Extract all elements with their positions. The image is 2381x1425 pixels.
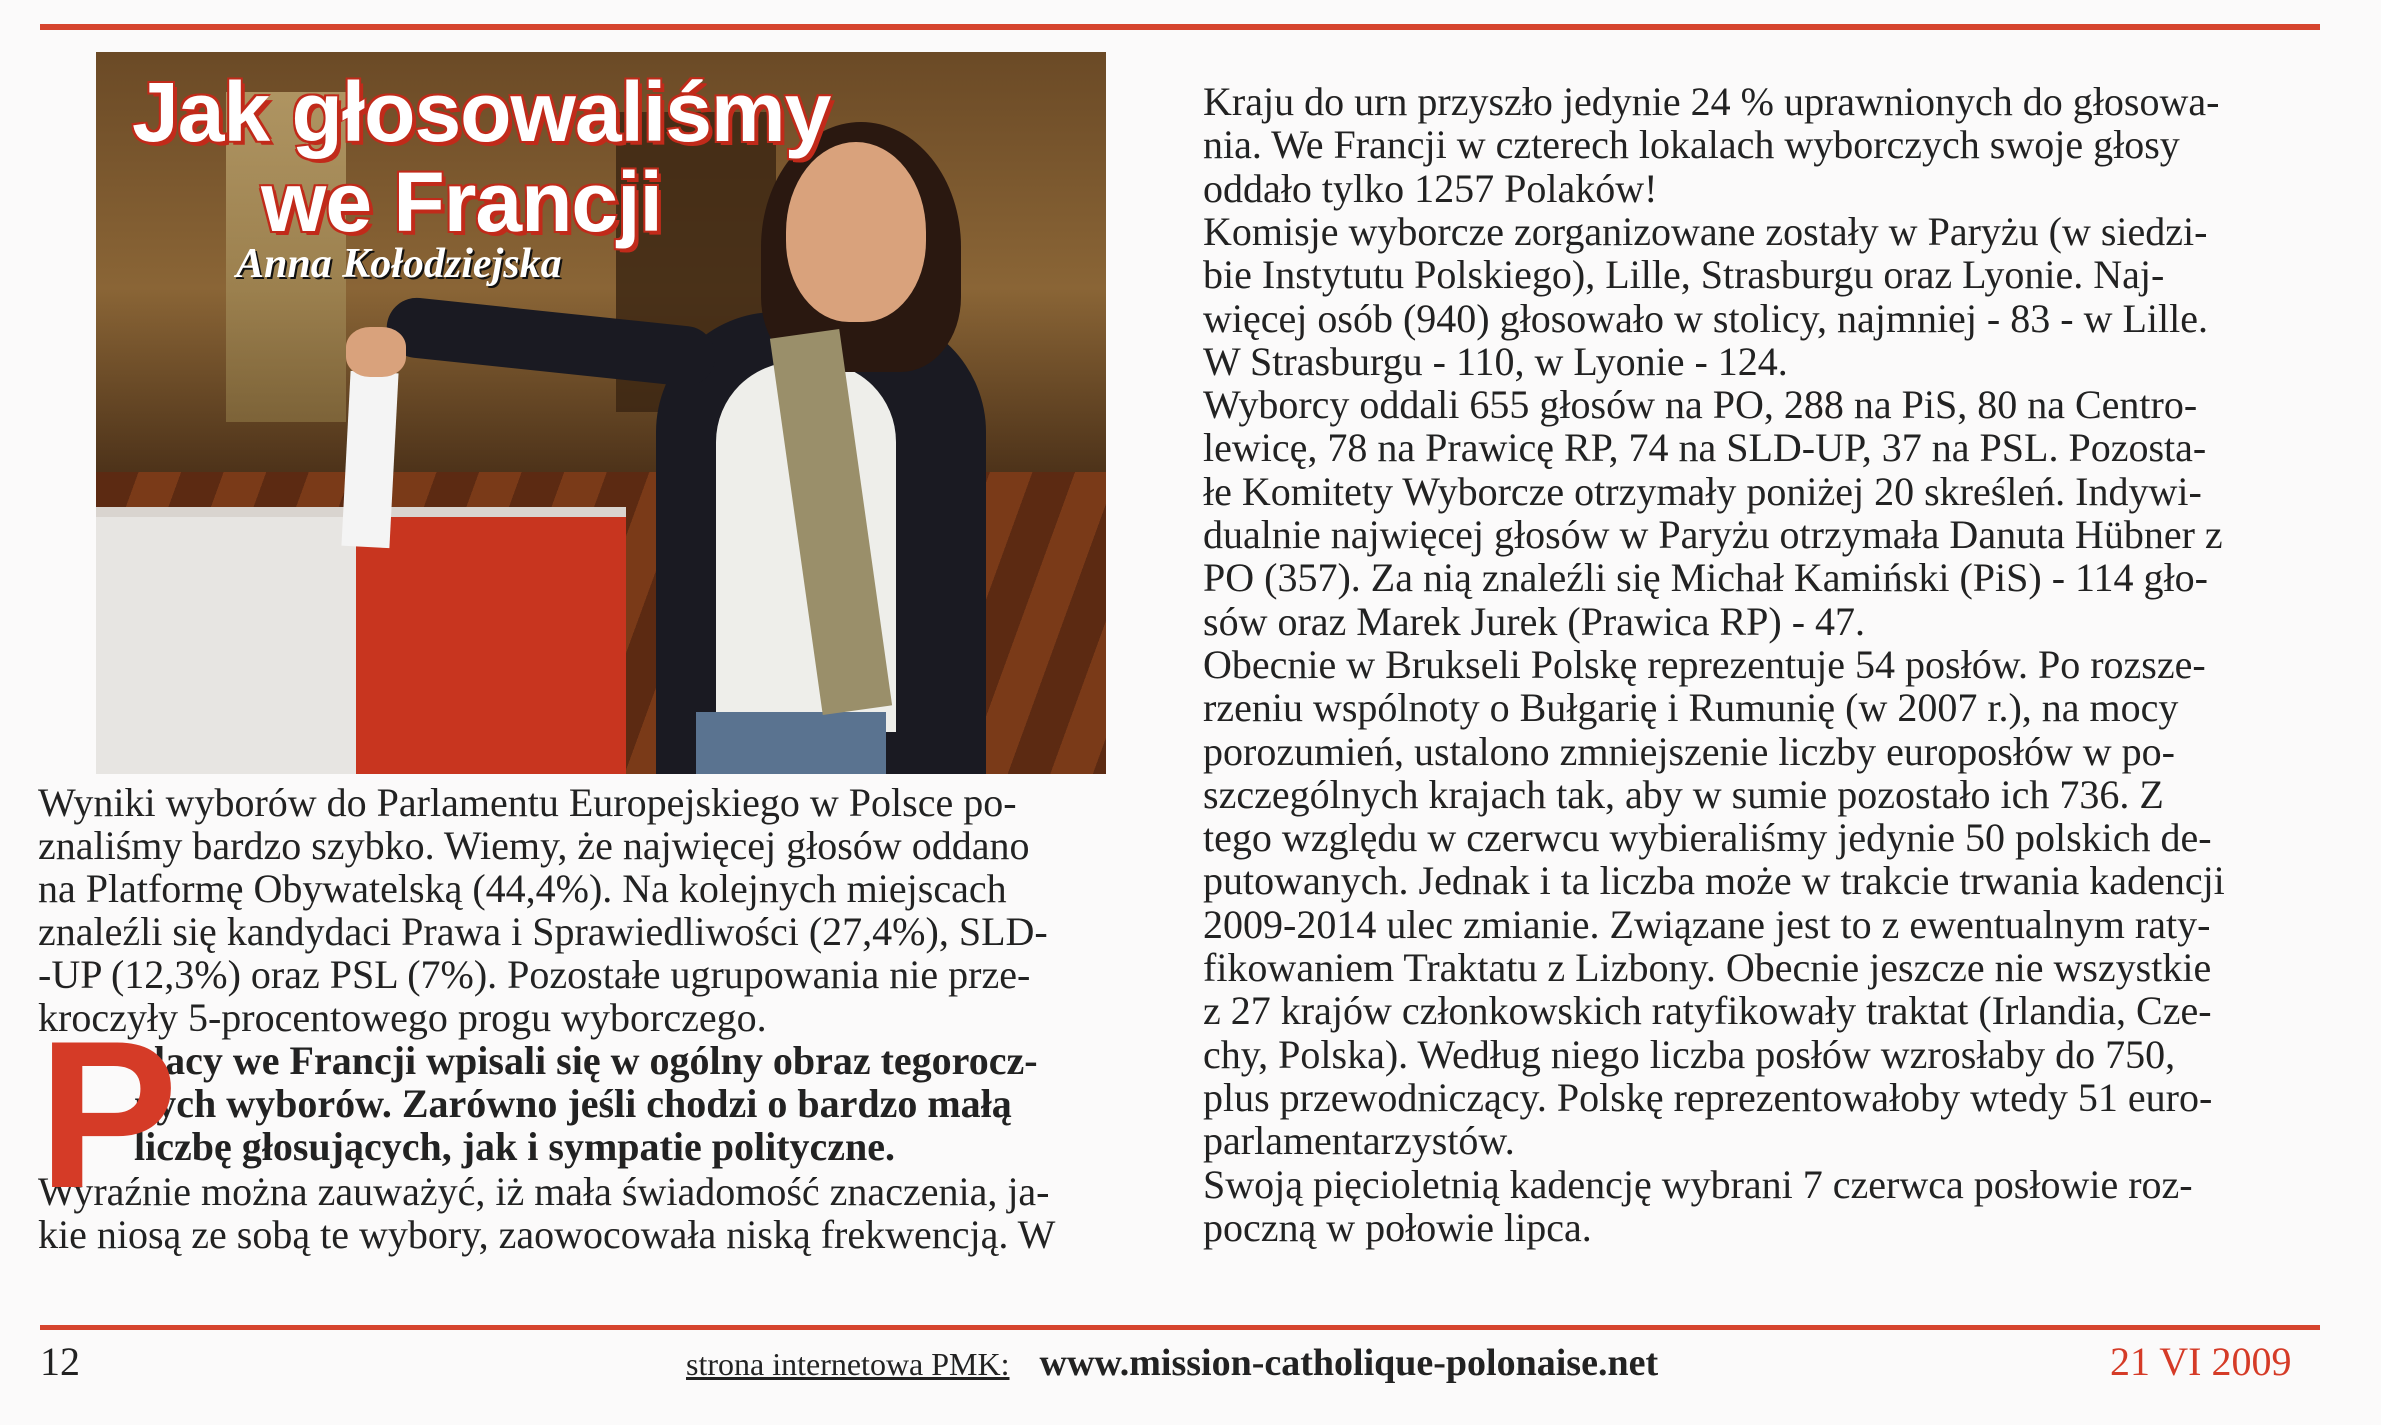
footer-site-label: strona internetowa PMK: [686,1346,1010,1382]
bottom-rule [40,1325,2320,1330]
article-title-line-1: Jak głosowaliśmy [132,65,831,159]
issue-date: 21 VI 2009 [2110,1339,2292,1384]
footer-site-url[interactable]: www.mission-catholique-polonaise.net [1039,1342,1659,1384]
body-line: na Platformę Obywatelską (44,4%). Na kolejnych miejscach [38,866,1007,911]
top-rule [40,24,2320,30]
body-line: 2009-2014 ulec zmianie. Związane jest to z ewentualnym raty- [1203,901,2211,947]
ballot-box-red [356,517,626,774]
body-line: Wyraźnie można zauważyć, iż mała świadomość znaczenia, ja- [38,1169,1050,1214]
lead-line: liczbę głosujących, jak i sympatie polityczne. [134,1124,896,1169]
footer-website [686,1338,1658,1385]
body-line: więcej osób (940) głosowało w stolicy, najmniej - 83 - w Lille. [1203,295,2208,341]
body-line: Swoją pięcioletnią kadencję wybrani 7 czerwca posłowie roz- [1203,1161,2193,1207]
article-photo [96,52,1106,774]
body-line: plus przewodniczący. Polskę reprezentowałoby wtedy 51 euro- [1203,1074,2213,1120]
body-line: znaliśmy bardzo szybko. Wiemy, że najwięcej głosów oddano [38,823,1030,868]
body-line: znaleźli się kandydaci Prawa i Sprawiedliwości (27,4%), SLD- [38,909,1048,954]
body-line: Wyborcy oddali 655 głosów na PO, 288 na PiS, 80 na Centro- [1203,382,2198,428]
body-line: parlamentarzystów. [1203,1118,1515,1164]
article-author: Anna Kołodziejska [236,241,562,287]
body-line: z 27 krajów członkowskich ratyfikowały traktat (Irlandia, Cze- [1203,988,2212,1034]
body-line: Kraju do urn przyszło jedynie 24 % uprawnionych do głosowa- [1203,79,2220,124]
ballot-box-white [96,517,356,774]
body-line: W Strasburgu - 110, w Lyonie - 124. [1203,338,1788,384]
body-line: bie Instytutu Polskiego), Lille, Strasburgu oraz Lyonie. Naj- [1203,252,2165,298]
body-line: szczególnych krajach tak, aby w sumie pozostało ich 736. Z [1203,771,2164,817]
body-line: Obecnie w Brukseli Polskę reprezentuje 54 posłów. Po rozsze- [1203,641,2206,687]
body-line: poczną w połowie lipca. [1203,1204,1592,1250]
body-line: Komisje wyborcze zorganizowane zostały w Paryżu (w siedzi- [1203,208,2208,254]
body-line: tego względu w czerwcu wybieraliśmy jedynie 50 polskich de- [1203,815,2212,861]
lead-line: olacy we Francji wpisali się w ogólny obraz tegorocz- [134,1038,1038,1083]
body-line: putowanych. Jednak i ta liczba może w trakcie trwania kadencji [1203,858,2225,904]
body-line: dualnie najwięcej głosów w Paryżu otrzymała Danuta Hübner z [1203,512,2223,557]
body-line: sów oraz Marek Jurek (Prawica RP) - 47. [1203,598,1866,644]
person-hand [346,327,406,377]
body-line: oddało tylko 1257 Polaków! [1203,165,1658,211]
drop-cap: P [38,997,179,1232]
body-line: porozumień, ustalono zmniejszenie liczby europosłów w po- [1203,728,2175,774]
article-title-line-2: we Francji [261,155,662,249]
body-line: Wyniki wyborów do Parlamentu Europejskiego w Polsce po- [38,780,1017,825]
person-jeans [696,712,886,774]
body-line: lewicę, 78 na Prawicę RP, 74 na SLD-UP, 37 na PSL. Pozosta- [1203,425,2207,471]
body-line: -UP (12,3%) oraz PSL (7%). Pozostałe ugrupowania nie prze- [38,952,1031,997]
body-line: chy, Polska). Według niego liczba posłów wzrosłaby do 750, [1203,1031,2176,1077]
ballot-paper [341,371,398,548]
body-line: PO (357). Za nią znaleźli się Michał Kamiński (PiS) - 114 gło- [1203,555,2208,601]
lead-line: nych wyborów. Zarówno jeśli chodzi o bardzo małą [134,1081,1012,1126]
body-line: nia. We Francji w czterech lokalach wyborczych swoje głosy [1203,122,2180,168]
person-face [786,142,926,322]
page-number: 12 [40,1339,80,1384]
body-line: kie niosą ze sobą te wybory, zaowocowała niską frekwencją. W [38,1212,1056,1257]
body-line: fikowaniem Traktatu z Lizbony. Obecnie jeszcze nie wszystkie [1203,945,2212,990]
body-line: kroczyły 5-procentowego progu wyborczego. [38,995,767,1040]
body-line: łe Komitety Wyborcze otrzymały poniżej 20 skreśleń. Indywi- [1203,468,2202,514]
body-line: rzeniu wspólnoty o Bułgarię i Rumunię (w 2007 r.), na mocy [1203,685,2179,731]
